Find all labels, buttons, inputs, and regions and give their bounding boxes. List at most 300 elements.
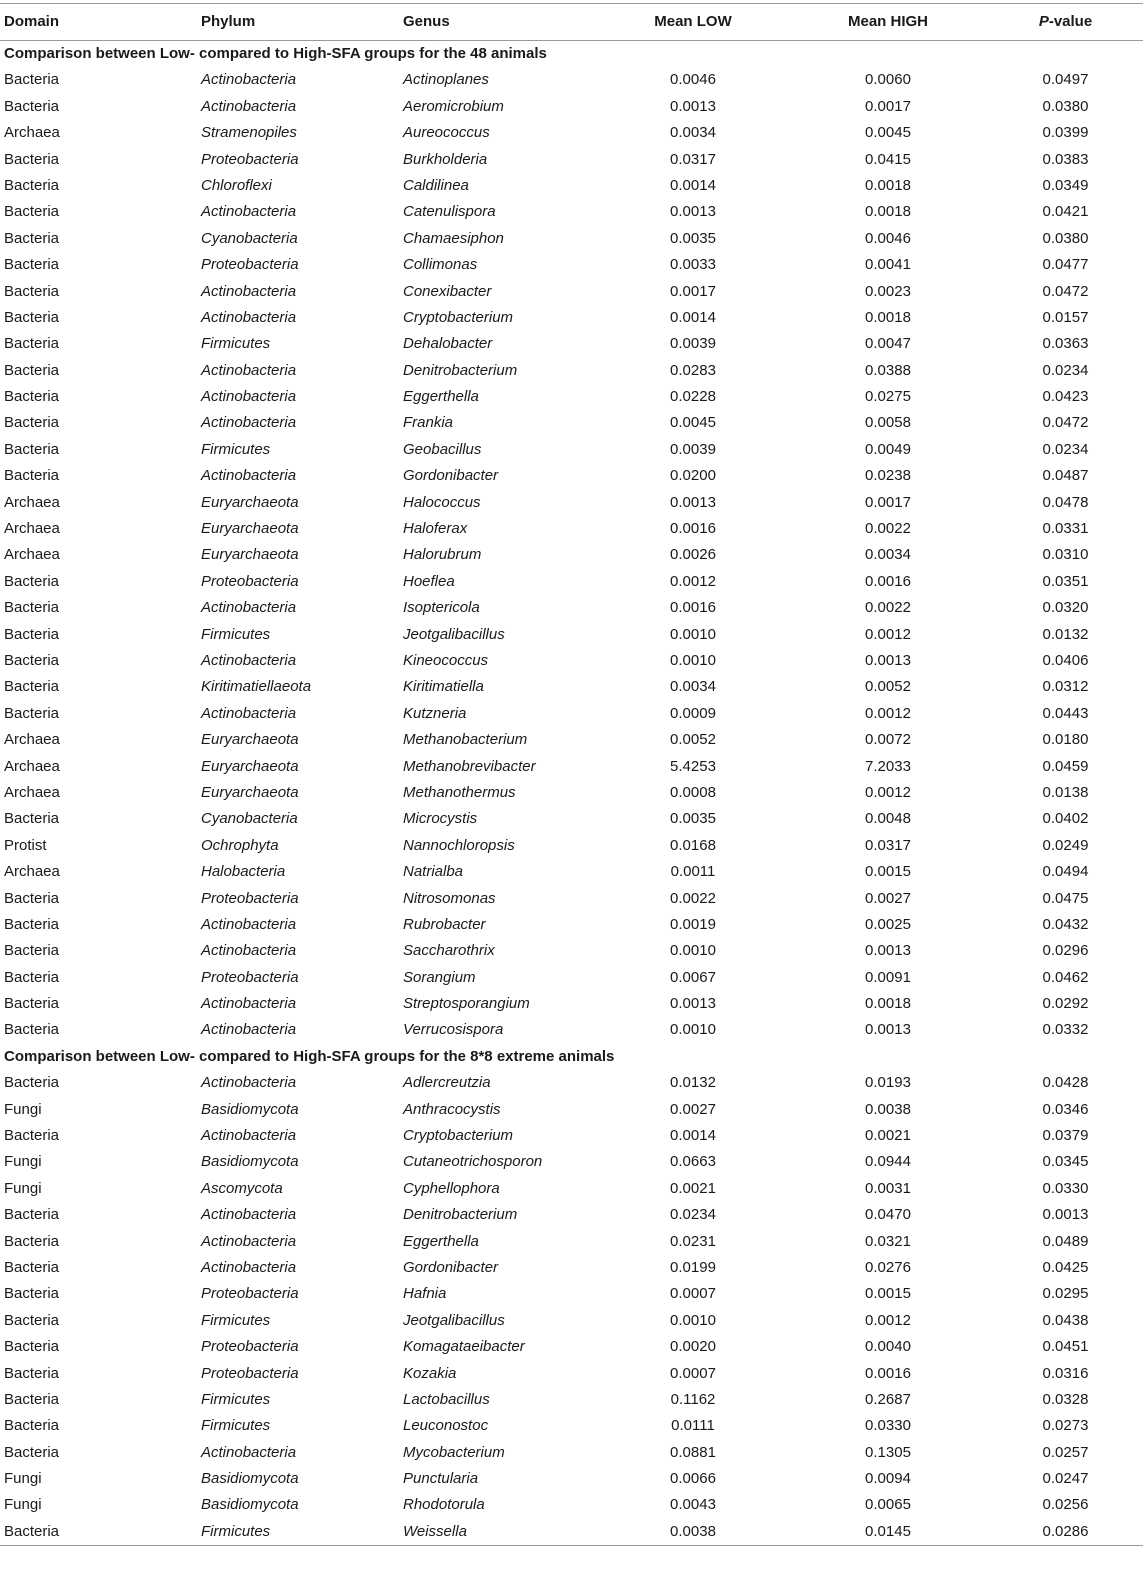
cell-mean-high: 0.0016 [865, 572, 911, 590]
cell-domain: Bacteria [4, 1390, 60, 1408]
table-row [0, 1466, 1143, 1492]
cell-p-value: 0.0425 [1042, 1258, 1089, 1276]
cell-genus: Kutzneria [403, 704, 467, 722]
cell-mean-low: 0.0199 [670, 1258, 716, 1276]
cell-genus: Burkholderia [403, 150, 488, 168]
cell-mean-low: 0.0035 [670, 229, 716, 247]
header-domain: Domain [4, 13, 60, 30]
cell-mean-low: 0.0026 [670, 546, 716, 564]
cell-genus: Cryptobacterium [403, 308, 514, 326]
cell-p-value: 0.0380 [1042, 97, 1089, 115]
cell-p-value: 0.0349 [1042, 176, 1089, 194]
cell-p-value: 0.0497 [1042, 71, 1089, 89]
cell-p-value: 0.0494 [1042, 863, 1089, 881]
cell-mean-high: 0.0034 [865, 546, 911, 564]
cell-genus: Collimonas [403, 256, 478, 274]
cell-p-value: 0.0489 [1042, 1232, 1089, 1250]
cell-phylum: Halobacteria [201, 863, 286, 881]
cell-genus: Haloferax [403, 520, 468, 538]
cell-genus: Rhodotorula [403, 1496, 485, 1514]
cell-mean-low: 0.0066 [670, 1470, 716, 1488]
cell-domain: Bacteria [4, 150, 60, 168]
cell-domain: Bacteria [4, 335, 60, 353]
table-row [0, 226, 1143, 252]
table-row [0, 437, 1143, 463]
cell-p-value: 0.0432 [1042, 915, 1089, 933]
table-row [0, 490, 1143, 516]
cell-domain: Archaea [4, 546, 60, 564]
table-body [0, 41, 1143, 1545]
cell-domain: Archaea [4, 783, 60, 801]
cell-domain: Bacteria [4, 1232, 60, 1250]
cell-genus: Aeromicrobium [403, 97, 504, 115]
cell-p-value: 0.0310 [1042, 546, 1089, 564]
cell-domain: Bacteria [4, 1522, 60, 1540]
cell-domain: Bacteria [4, 1364, 60, 1382]
cell-mean-high: 0.0052 [865, 678, 911, 696]
cell-mean-low: 0.0228 [670, 388, 716, 406]
cell-phylum: Firmicutes [201, 440, 271, 458]
cell-mean-high: 0.0276 [865, 1258, 911, 1276]
cell-mean-high: 0.0031 [865, 1179, 911, 1197]
cell-mean-low: 0.0034 [670, 124, 716, 142]
cell-mean-high: 0.0317 [865, 836, 911, 854]
cell-genus: Kineococcus [403, 651, 489, 669]
cell-phylum: Actinobacteria [201, 1074, 297, 1092]
table-row [0, 1070, 1143, 1096]
cell-mean-high: 0.0023 [865, 282, 911, 300]
cell-phylum: Actinobacteria [201, 704, 297, 722]
header-p-suffix: -value [1048, 13, 1093, 30]
cell-genus: Methanobacterium [403, 731, 528, 749]
cell-phylum: Actinobacteria [201, 361, 297, 379]
table-row [0, 147, 1143, 173]
cell-genus: Cutaneotrichosporon [403, 1153, 543, 1171]
cell-mean-low: 0.0010 [670, 651, 716, 669]
cell-mean-high: 0.0415 [865, 150, 911, 168]
table-row [0, 1017, 1143, 1043]
cell-genus: Natrialba [403, 863, 464, 881]
cell-phylum: Actinobacteria [201, 1232, 297, 1250]
cell-mean-low: 0.0009 [670, 704, 716, 722]
cell-phylum: Actinobacteria [201, 599, 297, 617]
cell-mean-low: 0.0234 [670, 1206, 716, 1224]
cell-mean-high: 0.0041 [865, 256, 911, 274]
table-row [0, 410, 1143, 436]
cell-mean-high: 7.2033 [865, 757, 911, 775]
cell-domain: Fungi [4, 1100, 42, 1118]
cell-phylum: Actinobacteria [201, 308, 297, 326]
cell-phylum: Euryarchaeota [201, 783, 299, 801]
cell-genus: Leuconostoc [403, 1417, 489, 1435]
cell-domain: Bacteria [4, 97, 60, 115]
cell-p-value: 0.0472 [1042, 282, 1089, 300]
cell-phylum: Cyanobacteria [201, 810, 298, 828]
cell-p-value: 0.0477 [1042, 256, 1089, 274]
cell-mean-high: 0.0025 [865, 915, 911, 933]
table-row [0, 67, 1143, 93]
cell-mean-high: 0.0193 [865, 1074, 911, 1092]
cell-mean-high: 0.0022 [865, 599, 911, 617]
table-row [0, 173, 1143, 199]
cell-domain: Bacteria [4, 810, 60, 828]
cell-domain: Bacteria [4, 308, 60, 326]
cell-genus: Verrucosispora [403, 1021, 504, 1039]
cell-mean-low: 0.0317 [670, 150, 716, 168]
cell-mean-high: 0.0015 [865, 1285, 911, 1303]
cell-genus: Jeotgalibacillus [403, 625, 505, 643]
cell-mean-low: 0.0027 [670, 1100, 716, 1118]
cell-p-value: 0.0295 [1042, 1285, 1089, 1303]
cell-genus: Conexibacter [403, 282, 492, 300]
table-row [0, 886, 1143, 912]
cell-p-value: 0.0320 [1042, 599, 1089, 617]
cell-mean-high: 0.0013 [865, 942, 911, 960]
cell-phylum: Proteobacteria [201, 968, 299, 986]
cell-mean-low: 0.0010 [670, 1021, 716, 1039]
bottom-rule [0, 1545, 1143, 1546]
cell-genus: Kiritimatiella [403, 678, 484, 696]
cell-p-value: 0.0346 [1042, 1100, 1089, 1118]
cell-mean-high: 0.0058 [865, 414, 911, 432]
cell-mean-low: 0.0008 [670, 783, 716, 801]
cell-domain: Bacteria [4, 968, 60, 986]
table-row [0, 595, 1143, 621]
cell-p-value: 0.0459 [1042, 757, 1089, 775]
cell-mean-low: 0.0007 [670, 1285, 716, 1303]
cell-mean-low: 0.0045 [670, 414, 716, 432]
cell-mean-high: 0.0944 [865, 1153, 911, 1171]
cell-domain: Bacteria [4, 229, 60, 247]
cell-phylum: Actinobacteria [201, 1206, 297, 1224]
cell-mean-low: 0.0039 [670, 440, 716, 458]
table-row [0, 806, 1143, 832]
cell-genus: Punctularia [403, 1470, 479, 1488]
cell-genus: Sorangium [403, 968, 476, 986]
cell-domain: Bacteria [4, 599, 60, 617]
cell-phylum: Basidiomycota [201, 1100, 299, 1118]
cell-p-value: 0.0428 [1042, 1074, 1089, 1092]
cell-mean-low: 0.0046 [670, 71, 716, 89]
header-p-letter: P [1038, 13, 1049, 30]
cell-genus: Eggerthella [403, 388, 479, 406]
cell-genus: Jeotgalibacillus [403, 1311, 505, 1329]
cell-p-value: 0.0247 [1042, 1470, 1089, 1488]
cell-mean-high: 0.0012 [865, 704, 911, 722]
cell-mean-low: 0.0010 [670, 1311, 716, 1329]
cell-genus: Aureococcus [403, 124, 490, 142]
cell-p-value: 0.0402 [1042, 810, 1089, 828]
table-row [0, 1519, 1143, 1545]
table-row [0, 516, 1143, 542]
cell-domain: Archaea [4, 757, 60, 775]
cell-mean-high: 0.0060 [865, 71, 911, 89]
cell-mean-high: 0.0048 [865, 810, 911, 828]
cell-domain: Bacteria [4, 1443, 60, 1461]
header-mean-low: Mean LOW [654, 13, 732, 30]
cell-mean-low: 0.0016 [670, 520, 716, 538]
cell-p-value: 0.0013 [1042, 1206, 1089, 1224]
cell-mean-high: 0.0321 [865, 1232, 911, 1250]
cell-mean-high: 0.0072 [865, 731, 911, 749]
cell-p-value: 0.0438 [1042, 1311, 1089, 1329]
cell-mean-high: 0.0016 [865, 1364, 911, 1382]
table-row [0, 279, 1143, 305]
cell-genus: Cryptobacterium [403, 1127, 514, 1145]
table-row [0, 542, 1143, 568]
cell-mean-high: 0.0017 [865, 97, 911, 115]
cell-mean-high: 0.0388 [865, 361, 911, 379]
cell-domain: Bacteria [4, 282, 60, 300]
cell-p-value: 0.0331 [1042, 520, 1089, 538]
cell-domain: Bacteria [4, 1285, 60, 1303]
cell-domain: Bacteria [4, 1258, 60, 1276]
cell-domain: Bacteria [4, 942, 60, 960]
cell-mean-high: 0.0045 [865, 124, 911, 142]
cell-phylum: Actinobacteria [201, 467, 297, 485]
cell-phylum: Firmicutes [201, 1311, 271, 1329]
cell-phylum: Firmicutes [201, 1417, 271, 1435]
table-row [0, 859, 1143, 885]
cell-p-value: 0.0316 [1042, 1364, 1089, 1382]
cell-mean-low: 0.0168 [670, 836, 716, 854]
table-row [0, 569, 1143, 595]
cell-mean-low: 0.0067 [670, 968, 716, 986]
cell-mean-high: 0.0470 [865, 1206, 911, 1224]
cell-genus: Adlercreutzia [403, 1074, 491, 1092]
cell-mean-low: 0.0111 [671, 1417, 715, 1435]
cell-domain: Bacteria [4, 1338, 60, 1356]
table-row [0, 384, 1143, 410]
header-genus: Genus [403, 13, 450, 30]
table-row [0, 965, 1143, 991]
cell-phylum: Euryarchaeota [201, 546, 299, 564]
table-row [0, 1149, 1143, 1175]
table-row [0, 1255, 1143, 1281]
cell-mean-low: 0.0035 [670, 810, 716, 828]
cell-mean-high: 0.2687 [865, 1390, 911, 1408]
cell-genus: Halorubrum [403, 546, 482, 564]
cell-domain: Bacteria [4, 889, 60, 907]
cell-domain: Bacteria [4, 678, 60, 696]
cell-phylum: Actinobacteria [201, 942, 297, 960]
cell-domain: Archaea [4, 863, 60, 881]
cell-phylum: Proteobacteria [201, 1285, 299, 1303]
cell-domain: Bacteria [4, 995, 60, 1013]
cell-mean-low: 0.0017 [670, 282, 716, 300]
cell-phylum: Ochrophyta [201, 836, 279, 854]
cell-mean-high: 0.0018 [865, 203, 911, 221]
cell-p-value: 0.0256 [1042, 1496, 1089, 1514]
cell-domain: Bacteria [4, 256, 60, 274]
cell-phylum: Actinobacteria [201, 282, 297, 300]
cell-p-value: 0.0273 [1042, 1417, 1089, 1435]
table-row [0, 1202, 1143, 1228]
cell-mean-low: 0.0011 [670, 863, 716, 881]
cell-genus: Weissella [403, 1522, 467, 1540]
cell-p-value: 0.0157 [1042, 308, 1089, 326]
cell-mean-low: 0.0022 [670, 889, 716, 907]
cell-phylum: Chloroflexi [201, 176, 272, 194]
cell-mean-high: 0.0027 [865, 889, 911, 907]
cell-genus: Cyphellophora [403, 1179, 500, 1197]
cell-genus: Isoptericola [403, 599, 480, 617]
cell-mean-low: 0.0043 [670, 1496, 716, 1514]
cell-mean-low: 0.0020 [670, 1338, 716, 1356]
cell-phylum: Actinobacteria [201, 995, 297, 1013]
cell-domain: Bacteria [4, 388, 60, 406]
cell-mean-high: 0.1305 [865, 1443, 911, 1461]
cell-mean-high: 0.0012 [865, 1311, 911, 1329]
table-row [0, 1176, 1143, 1202]
cell-p-value: 0.0421 [1042, 203, 1089, 221]
cell-mean-high: 0.0238 [865, 467, 911, 485]
table-row [0, 463, 1143, 489]
cell-phylum: Basidiomycota [201, 1470, 299, 1488]
cell-mean-high: 0.0091 [865, 968, 911, 986]
cell-genus: Hafnia [403, 1285, 447, 1303]
cell-mean-high: 0.0145 [865, 1522, 911, 1540]
cell-phylum: Actinobacteria [201, 1443, 297, 1461]
cell-domain: Bacteria [4, 361, 60, 379]
cell-mean-low: 0.0132 [670, 1074, 716, 1092]
cell-domain: Archaea [4, 124, 60, 142]
section-title: Comparison between Low- compared to High-SFA groups for the 48 animals [4, 45, 547, 62]
cell-phylum: Actinobacteria [201, 1021, 297, 1039]
cell-genus: Frankia [403, 414, 454, 432]
header-p-value [993, 4, 1138, 40]
cell-mean-high: 0.0047 [865, 335, 911, 353]
cell-p-value: 0.0249 [1042, 836, 1089, 854]
cell-phylum: Basidiomycota [201, 1496, 299, 1514]
cell-mean-high: 0.0046 [865, 229, 911, 247]
cell-phylum: Proteobacteria [201, 889, 299, 907]
table-row [0, 622, 1143, 648]
cell-mean-low: 0.0021 [670, 1179, 716, 1197]
cell-mean-high: 0.0094 [865, 1470, 911, 1488]
table-row [0, 358, 1143, 384]
table-row [0, 727, 1143, 753]
table-row [0, 701, 1143, 727]
cell-genus: Actinoplanes [403, 71, 489, 89]
data-table [0, 3, 1143, 1546]
cell-domain: Bacteria [4, 71, 60, 89]
header-row [0, 4, 1143, 40]
cell-mean-low: 0.0038 [670, 1522, 716, 1540]
cell-domain: Bacteria [4, 203, 60, 221]
cell-mean-high: 0.0022 [865, 520, 911, 538]
cell-p-value: 0.0475 [1042, 889, 1089, 907]
cell-domain: Bacteria [4, 1074, 60, 1092]
cell-genus: Catenulispora [403, 203, 496, 221]
cell-domain: Bacteria [4, 651, 60, 669]
cell-p-value: 0.0234 [1042, 361, 1089, 379]
cell-domain: Archaea [4, 520, 60, 538]
table-row [0, 331, 1143, 357]
cell-p-value: 0.0330 [1042, 1179, 1089, 1197]
cell-genus: Lactobacillus [403, 1390, 490, 1408]
cell-mean-high: 0.0038 [865, 1100, 911, 1118]
cell-phylum: Firmicutes [201, 335, 271, 353]
cell-mean-low: 0.0881 [670, 1443, 716, 1461]
table-row [0, 1097, 1143, 1123]
table-row [0, 674, 1143, 700]
cell-phylum: Euryarchaeota [201, 520, 299, 538]
cell-phylum: Basidiomycota [201, 1153, 299, 1171]
cell-mean-high: 0.0015 [865, 863, 911, 881]
cell-genus: Caldilinea [403, 176, 469, 194]
cell-phylum: Stramenopiles [201, 124, 297, 142]
cell-phylum: Firmicutes [201, 625, 271, 643]
cell-genus: Rubrobacter [403, 915, 486, 933]
table-row [0, 833, 1143, 859]
table-row [0, 912, 1143, 938]
cell-phylum: Actinobacteria [201, 915, 297, 933]
table-row [0, 120, 1143, 146]
cell-mean-low: 0.0016 [670, 599, 716, 617]
cell-domain: Archaea [4, 731, 60, 749]
cell-mean-low: 0.0283 [670, 361, 716, 379]
cell-phylum: Proteobacteria [201, 1364, 299, 1382]
cell-mean-low: 0.0231 [670, 1232, 716, 1250]
table-row [0, 1123, 1143, 1149]
cell-mean-low: 0.0010 [670, 625, 716, 643]
cell-genus: Halococcus [403, 493, 481, 511]
cell-p-value: 0.0312 [1042, 678, 1089, 696]
cell-p-value: 0.0380 [1042, 229, 1089, 247]
table-row [0, 252, 1143, 278]
cell-mean-high: 0.0018 [865, 308, 911, 326]
cell-domain: Fungi [4, 1179, 42, 1197]
cell-phylum: Actinobacteria [201, 71, 297, 89]
cell-mean-low: 0.1162 [670, 1390, 716, 1408]
table-row [0, 1387, 1143, 1413]
cell-domain: Bacteria [4, 414, 60, 432]
cell-p-value: 0.0257 [1042, 1443, 1089, 1461]
table-row [0, 780, 1143, 806]
cell-genus: Hoeflea [403, 572, 455, 590]
cell-p-value: 0.0328 [1042, 1390, 1089, 1408]
cell-mean-low: 0.0052 [670, 731, 716, 749]
cell-genus: Microcystis [403, 810, 478, 828]
cell-genus: Methanothermus [403, 783, 516, 801]
cell-genus: Dehalobacter [403, 335, 493, 353]
cell-p-value: 0.0462 [1042, 968, 1089, 986]
cell-phylum: Actinobacteria [201, 203, 297, 221]
cell-domain: Bacteria [4, 572, 60, 590]
cell-genus: Denitrobacterium [403, 361, 518, 379]
header-phylum: Phylum [201, 13, 256, 30]
cell-domain: Bacteria [4, 1311, 60, 1329]
cell-mean-low: 0.0013 [670, 97, 716, 115]
cell-mean-high: 0.0018 [865, 995, 911, 1013]
cell-p-value: 0.0406 [1042, 651, 1089, 669]
cell-mean-low: 0.0010 [670, 942, 716, 960]
cell-mean-low: 0.0013 [670, 493, 716, 511]
cell-phylum: Proteobacteria [201, 256, 299, 274]
cell-phylum: Euryarchaeota [201, 757, 299, 775]
cell-phylum: Firmicutes [201, 1522, 271, 1540]
cell-genus: Anthracocystis [403, 1100, 501, 1118]
cell-phylum: Cyanobacteria [201, 229, 298, 247]
cell-p-value: 0.0138 [1042, 783, 1089, 801]
cell-domain: Bacteria [4, 1127, 60, 1145]
cell-p-value: 0.0423 [1042, 388, 1089, 406]
table-row [0, 648, 1143, 674]
cell-genus: Chamaesiphon [403, 229, 504, 247]
cell-mean-high: 0.0012 [865, 625, 911, 643]
cell-genus: Streptosporangium [403, 995, 530, 1013]
